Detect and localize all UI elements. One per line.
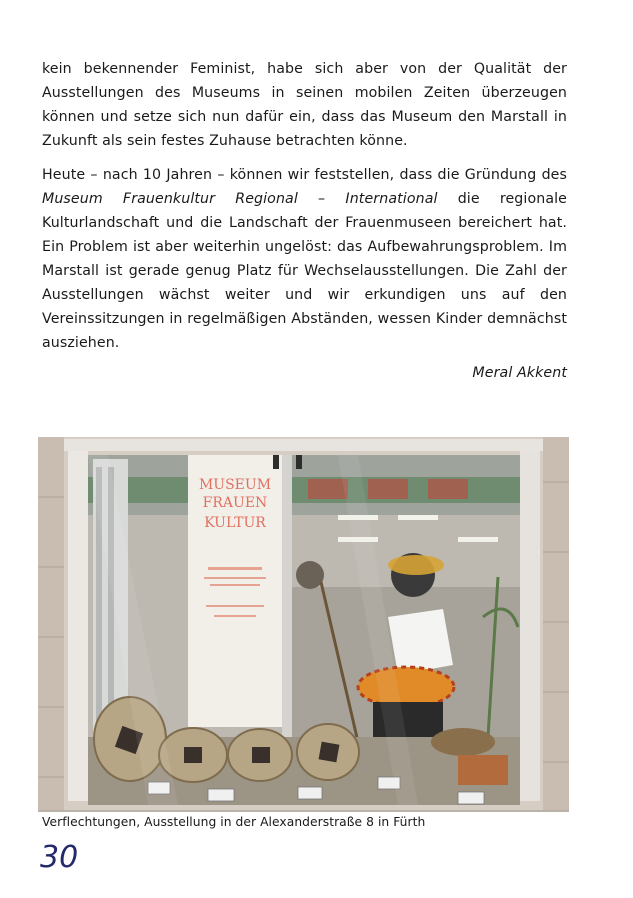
author-signature: Meral Akkent xyxy=(472,365,567,381)
banner-line-1: MUSEUM xyxy=(198,477,272,493)
paragraph-2-intro: Heute – nach 10 Jahren – können wir feststellen, dass die Gründung des xyxy=(42,167,567,183)
banner-line-2: FRAUEN xyxy=(202,495,268,511)
banner-line-3: KULTUR xyxy=(204,515,266,531)
article-body xyxy=(42,57,567,385)
museum-name: Museum Frauenkultur Regional – International xyxy=(42,191,438,207)
paragraph-2-rest: die regionale Kulturlandschaft und die Landschaft der Frauenmuseen bereichert hat. Ein Problem ist aber weiterhin ungelöst: das Aufbewahrungsproblem. Im Marstall ist gerade genug Platz für Wechselausstellungen. Die Zahl der Ausstellungen wächst weiter und wir erkundigen uns auf den Vereinssitzungen in regelmäßigen Abständen, wessen Kinder demnächst ausziehen. xyxy=(42,191,567,351)
paragraph-1: kein bekennender Feminist, habe sich aber von der Qualität der Ausstellungen des Museums in seinen mobilen Zeiten überzeugen können und setze sich nun dafür ein, dass das Museum den Marstall in Zukunft als sein festes Zuhause betrachten könne. xyxy=(42,61,567,149)
paragraph-2 xyxy=(42,163,567,355)
page-number: 30 xyxy=(40,840,79,875)
exhibition-photo xyxy=(38,437,569,812)
photo-caption: Verflechtungen, Ausstellung in der Alexanderstraße 8 in Fürth xyxy=(42,815,426,829)
